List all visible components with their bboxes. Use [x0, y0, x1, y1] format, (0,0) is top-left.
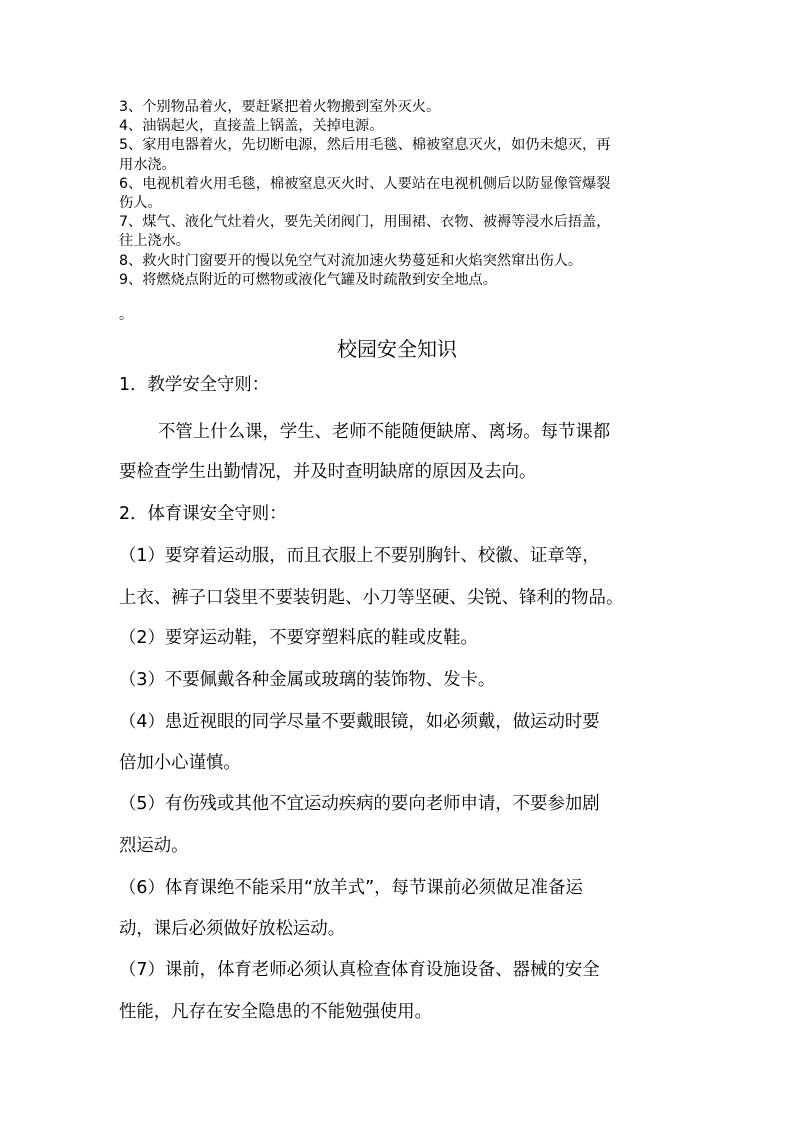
rule-line: 烈运动。: [119, 836, 189, 856]
rule-line: （2）要穿运动鞋，不要穿塑料底的鞋或皮鞋。: [119, 628, 478, 648]
rule-line: （5）有伤残或其他不宜运动疾病的要向老师申请，不要参加剧: [119, 794, 600, 814]
fire-tip-line: 8、救火时门窗要开的慢以免空气对流加速火势蔓延和火焰突然窜出伤人。: [119, 252, 583, 269]
rule-line: （6）体育课绝不能采用“放羊式”，每节课前必须做足准备运: [119, 878, 583, 898]
fire-tip-line: 7、煤气、液化气灶着火，要先关闭阀门，用围裙、衣物、被褥等浸水后捂盖，: [119, 214, 611, 231]
fire-tip-line: 用水浇。: [119, 156, 176, 173]
fire-tip-line: 9、将燃烧点附近的可燃物或液化气罐及时疏散到安全地点。: [119, 271, 497, 288]
heading-teaching-rules: 1．教学安全守则：: [119, 375, 270, 395]
stray-punctuation: 。: [119, 307, 133, 323]
fire-tip-line: 6、电视机着火用毛毯，棉被窒息灭火时、人要站在电视机侧后以防显像管爆裂: [119, 175, 611, 192]
fire-tip-line: 往上浇水。: [119, 233, 190, 250]
section-title: 校园安全知识: [337, 337, 457, 361]
rule-line: 动，课后必须做好放松运动。: [119, 919, 346, 939]
paragraph-line: 不管上什么课，学生、老师不能随便缺席、离场。每节课都: [158, 422, 611, 442]
rule-line: （1）要穿着运动服，而且衣服上不要别胸针、校徽、证章等，: [119, 546, 600, 566]
rule-line: （3）不要佩戴各种金属或玻璃的装饰物、发卡。: [119, 670, 496, 690]
fire-tip-line: 伤人。: [119, 195, 162, 212]
fire-tip-line: 5、家用电器着火，先切断电源，然后用毛毯、棉被窒息灭火，如仍未熄灭，再: [119, 137, 611, 154]
rule-line: 上衣、裤子口袋里不要装钥匙、小刀等坚硬、尖锐、锋利的物品。: [119, 588, 624, 608]
fire-tip-line: 4、油锅起火，直接盖上锅盖，关掉电源。: [119, 118, 384, 135]
rule-line: 倍加小心谨慎。: [119, 753, 241, 773]
paragraph-line: 要检查学生出勤情况，并及时查明缺席的原因及去向。: [119, 462, 537, 482]
rule-line: （7）课前，体育老师必须认真检查体育设施设备、器械的安全: [119, 960, 600, 980]
rule-line: （4）患近视眼的同学尽量不要戴眼镜，如必须戴，做运动时要: [119, 712, 600, 732]
fire-safety-list: [119, 98, 679, 290]
rule-line: 性能，凡存在安全隐患的不能勉强使用。: [119, 1002, 433, 1022]
heading-pe-rules: 2．体育课安全守则：: [119, 504, 287, 524]
fire-tip-line: 3、个别物品着火，要赶紧把着火物搬到室外灭火。: [119, 99, 441, 115]
